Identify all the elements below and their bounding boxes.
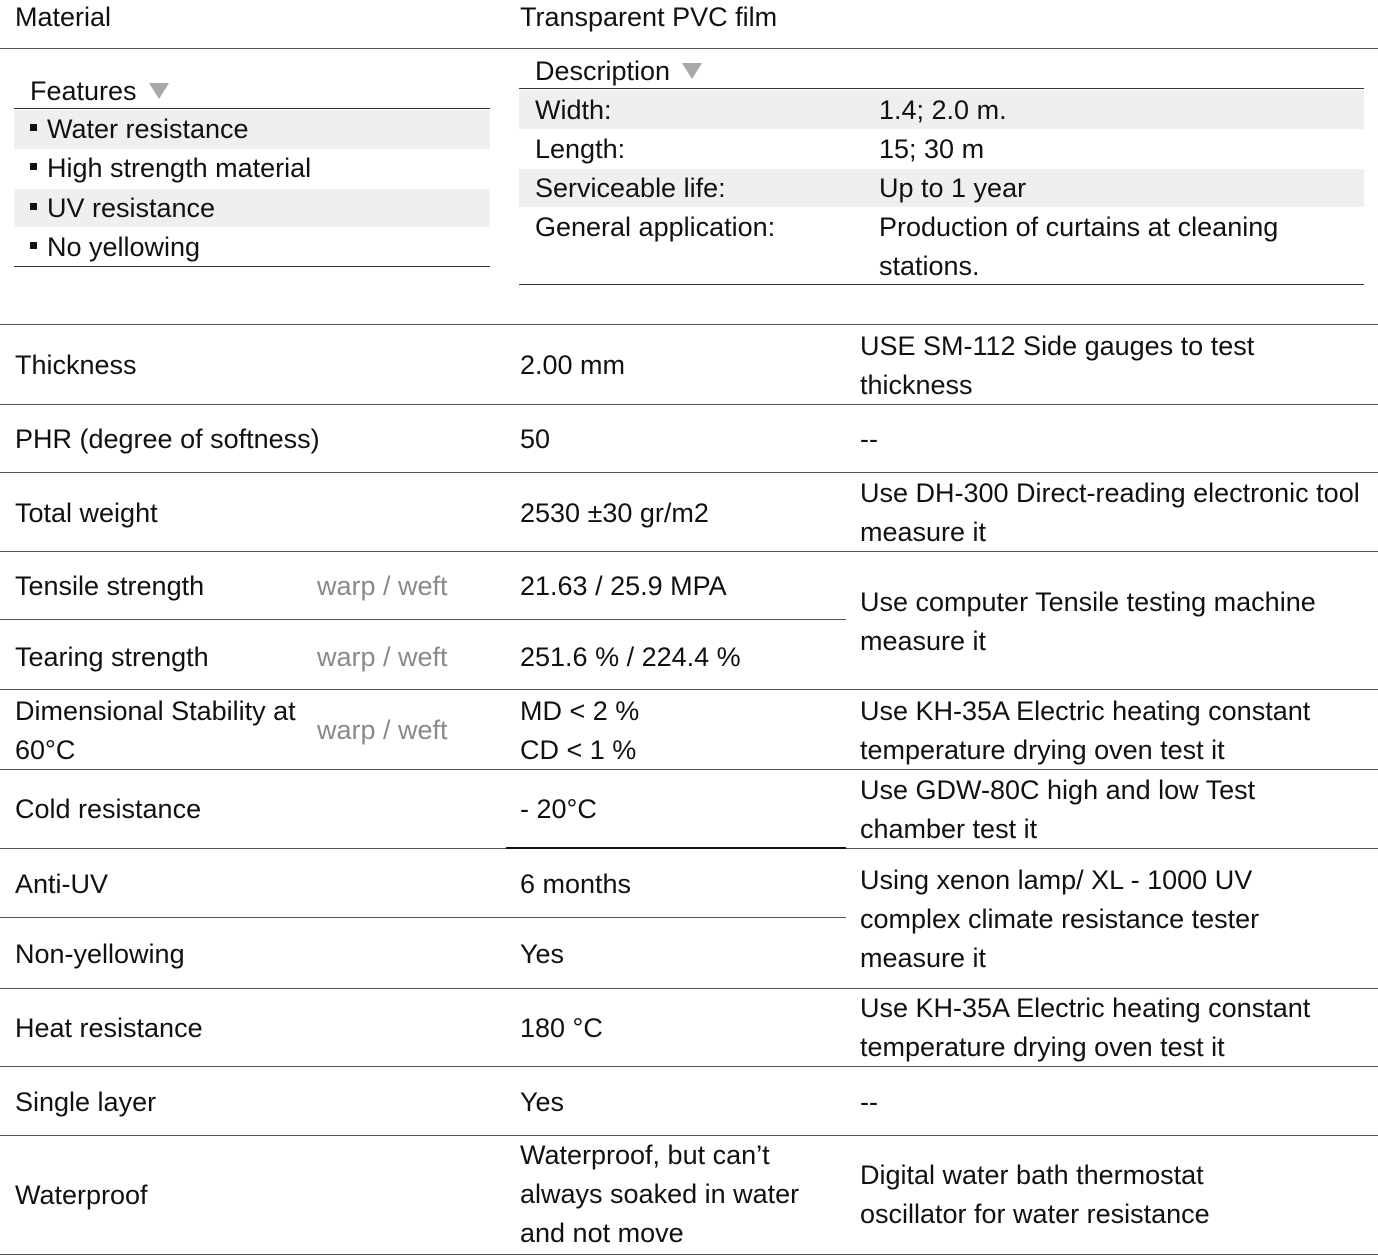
description-key: General application: xyxy=(535,212,776,242)
spec-method: USE SM-112 Side gauges to test thickness xyxy=(860,331,1255,400)
spec-method: Use KH-35A Electric heating constant temperature drying oven test it xyxy=(860,993,1311,1062)
spec-value: - 20°C xyxy=(520,794,597,824)
divider xyxy=(519,88,1364,89)
features-header-label: Features xyxy=(30,76,137,106)
warp-weft-label: warp / weft xyxy=(317,571,448,601)
description-header[interactable] xyxy=(535,52,702,91)
divider xyxy=(506,847,846,849)
divider xyxy=(846,848,1378,849)
description-key: Serviceable life: xyxy=(535,173,726,203)
material-label: Material xyxy=(15,2,112,32)
spec-method: Use computer Tensile testing machine measure it xyxy=(860,587,1316,656)
feature-item: No yellowing xyxy=(30,228,200,267)
divider xyxy=(0,769,1378,770)
spec-method: -- xyxy=(860,424,878,454)
divider xyxy=(0,551,1378,552)
spec-property: Heat resistance xyxy=(15,1013,203,1043)
spec-method: Use GDW-80C high and low Test chamber test it xyxy=(860,775,1256,844)
description-value: Production of curtains at cleaning stations. xyxy=(879,212,1279,281)
bullet-icon xyxy=(30,203,37,210)
feature-item: High strength material xyxy=(30,149,311,188)
bullet-icon xyxy=(30,163,37,170)
divider xyxy=(14,108,490,109)
spec-value: 2530 ±30 gr/m2 xyxy=(520,498,709,528)
spec-property: Thickness xyxy=(15,350,137,380)
spec-method: -- xyxy=(860,1087,878,1117)
divider xyxy=(0,404,1378,405)
spec-value: Yes xyxy=(520,1087,565,1117)
features-header[interactable] xyxy=(30,72,169,111)
spec-property: Cold resistance xyxy=(15,794,202,824)
material-value: Transparent PVC film xyxy=(520,2,778,32)
divider xyxy=(0,324,1378,325)
spec-property: Total weight xyxy=(15,498,158,528)
spec-property: Single layer xyxy=(15,1087,157,1117)
divider xyxy=(0,472,1378,473)
spec-property: Anti-UV xyxy=(15,869,109,899)
description-header-label: Description xyxy=(535,56,671,86)
bullet-icon xyxy=(30,124,37,131)
spec-property: Dimensional Stability at 60°C xyxy=(15,696,296,765)
divider xyxy=(0,1254,1378,1255)
divider xyxy=(519,284,1364,285)
warp-weft-label: warp / weft xyxy=(317,715,448,745)
divider xyxy=(14,266,490,267)
spec-method: Using xenon lamp/ XL - 1000 UV complex climate resistance tester measure it xyxy=(860,865,1260,973)
divider xyxy=(0,917,846,918)
description-value: Up to 1 year xyxy=(879,173,1027,203)
divider xyxy=(0,1066,1378,1067)
spec-property: Non-yellowing xyxy=(15,939,185,969)
bullet-icon xyxy=(30,242,37,249)
spec-value: Yes xyxy=(520,939,565,969)
spec-value: 2.00 mm xyxy=(520,350,626,380)
dropdown-arrow-icon[interactable] xyxy=(682,63,702,79)
spec-property: Tearing strength xyxy=(15,642,209,672)
spec-property: Waterproof xyxy=(15,1180,148,1210)
spec-value: 21.63 / 25.9 MPA xyxy=(520,571,727,601)
spec-property: Tensile strength xyxy=(15,571,205,601)
spec-value: Waterproof, but can’t always soaked in water and not move xyxy=(520,1140,800,1248)
spec-method: Use KH-35A Electric heating constant temperature drying oven test it xyxy=(860,696,1311,765)
spec-method: Digital water bath thermostat oscillator for water resistance xyxy=(860,1160,1210,1229)
spec-value: 50 xyxy=(520,424,551,454)
divider xyxy=(0,689,1378,690)
spec-value: CD < 1 % xyxy=(520,735,637,765)
description-key: Width: xyxy=(535,95,612,125)
divider xyxy=(0,48,1378,49)
divider xyxy=(0,619,846,620)
warp-weft-label: warp / weft xyxy=(317,642,448,672)
dropdown-arrow-icon[interactable] xyxy=(149,83,169,99)
description-key: Length: xyxy=(535,134,626,164)
feature-item: UV resistance xyxy=(30,189,215,228)
spec-method: Use DH-300 Direct-reading electronic tool measure it xyxy=(860,478,1360,547)
spec-value: MD < 2 % xyxy=(520,696,640,726)
spec-property: PHR (degree of softness) xyxy=(15,424,320,454)
feature-item: Water resistance xyxy=(30,110,249,149)
spec-value: 251.6 % / 224.4 % xyxy=(520,642,741,672)
divider xyxy=(0,848,506,849)
spec-value: 6 months xyxy=(520,869,632,899)
spec-value: 180 °C xyxy=(520,1013,603,1043)
description-value: 15; 30 m xyxy=(879,134,985,164)
description-value: 1.4; 2.0 m. xyxy=(879,95,1007,125)
